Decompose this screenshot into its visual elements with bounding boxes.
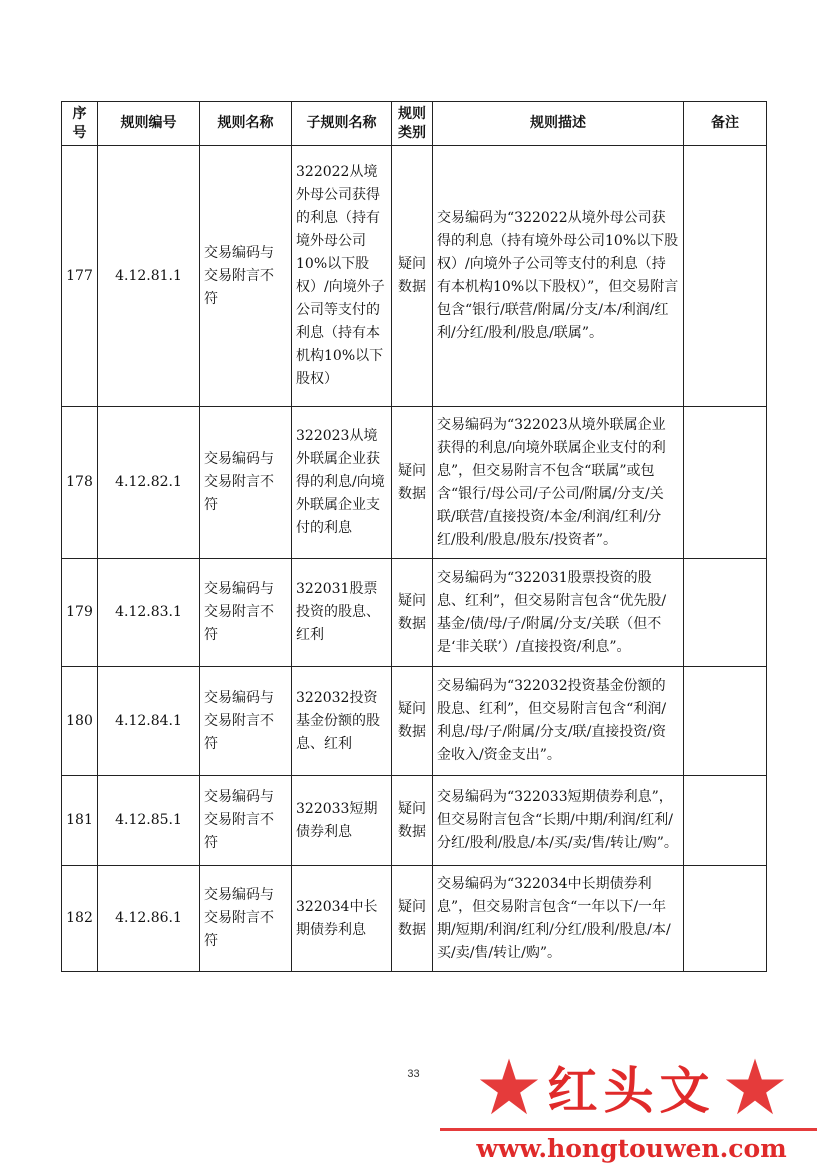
cell-remarks [684,866,767,972]
table-row [62,776,767,866]
table-row [62,407,767,559]
cell-sub-rule-name: 322033短期债券利息 [292,776,392,866]
cell-serial: 178 [62,407,98,559]
cell-remarks [684,667,767,776]
cell-serial: 180 [62,667,98,776]
cell-rule-code: 4.12.81.1 [98,146,200,407]
cell-sub-rule-name: 322031股票投资的股息、红利 [292,559,392,667]
cell-rule-code: 4.12.86.1 [98,866,200,972]
cell-remarks [684,776,767,866]
cell-rule-type: 疑问数据 [392,667,433,776]
table-row [62,146,767,407]
header-remarks: 备注 [684,102,767,146]
cell-rule-desc: 交易编码为“322033短期债券利息”，但交易附言包含“长期/中期/利润/红利/分红/股利/股息/本/买/卖/售/转让/购”。 [433,776,684,866]
header-serial: 序号 [62,102,98,146]
cell-rule-code: 4.12.83.1 [98,559,200,667]
watermark-divider [440,1128,817,1131]
cell-rule-type: 疑问数据 [392,146,433,407]
cell-rule-desc: 交易编码为“322034中长期债券利息”，但交易附言包含“一年以下/一年期/短期/利润/红利/分红/股利/股息/本/买/卖/售/转让/购”。 [433,866,684,972]
cell-sub-rule-name: 322032投资基金份额的股息、红利 [292,667,392,776]
watermark-url: www.hongtouwen.com [476,1134,787,1163]
cell-serial: 182 [62,866,98,972]
cell-rule-desc: 交易编码为“322022从境外母公司获得的利息（持有境外母公司10%以下股权）/向境外子公司等支付的利息（持有本机构10%以下股权）”，但交易附言包含“银行/联营/附属/分支/本/利润/红利/分红/股利/股息/联属”。 [433,146,684,407]
cell-rule-desc: 交易编码为“322023从境外联属企业获得的利息/向境外联属企业支付的利息”，但交易附言不包含“联属”或包含“银行/母公司/子公司/附属/分支/关联/联营/直接投资/本金/利润/红利/分红/股利/股息/股东/投资者”。 [433,407,684,559]
table-row [62,667,767,776]
cell-rule-type: 疑问数据 [392,776,433,866]
watermark-text: 红头文 [547,1061,716,1120]
cell-rule-code: 4.12.85.1 [98,776,200,866]
cell-remarks [684,146,767,407]
cell-rule-type: 疑问数据 [392,407,433,559]
star-icon [478,1056,540,1118]
cell-rule-code: 4.12.82.1 [98,407,200,559]
header-sub-rule-name: 子规则名称 [292,102,392,146]
cell-rule-type: 疑问数据 [392,866,433,972]
cell-sub-rule-name: 322022从境外母公司获得的利息（持有境外母公司10%以下股权）/向境外子公司等支付的利息（持有本机构10%以下股权） [292,146,392,407]
cell-rule-name: 交易编码与交易附言不符 [200,776,292,866]
rules-table [61,101,767,972]
cell-rule-name: 交易编码与交易附言不符 [200,866,292,972]
cell-sub-rule-name: 322034中长期债券利息 [292,866,392,972]
star-icon [724,1056,786,1118]
cell-serial: 179 [62,559,98,667]
cell-rule-name: 交易编码与交易附言不符 [200,667,292,776]
cell-rule-code: 4.12.84.1 [98,667,200,776]
cell-rule-name: 交易编码与交易附言不符 [200,146,292,407]
header-rule-name: 规则名称 [200,102,292,146]
cell-rule-desc: 交易编码为“322031股票投资的股息、红利”，但交易附言包含“优先股/基金/债/母/子/附属/分支/关联（但不是‘非关联’）/直接投资/利息”。 [433,559,684,667]
cell-sub-rule-name: 322023从境外联属企业获得的利息/向境外联属企业支付的利息 [292,407,392,559]
cell-serial: 181 [62,776,98,866]
cell-rule-name: 交易编码与交易附言不符 [200,559,292,667]
header-rule-code: 规则编号 [98,102,200,146]
table-row [62,559,767,667]
watermark [436,1048,827,1170]
page-number: 33 [407,1068,420,1080]
watermark-title [436,1048,827,1126]
cell-serial: 177 [62,146,98,407]
cell-rule-type: 疑问数据 [392,559,433,667]
header-rule-desc: 规则描述 [433,102,684,146]
table-row [62,866,767,972]
cell-remarks [684,559,767,667]
cell-rule-name: 交易编码与交易附言不符 [200,407,292,559]
cell-rule-desc: 交易编码为“322032投资基金份额的股息、红利”，但交易附言包含“利润/利息/母/子/附属/分支/联/直接投资/资金收入/资金支出”。 [433,667,684,776]
table-header-row [62,102,767,146]
cell-remarks [684,407,767,559]
header-rule-type: 规则类别 [392,102,433,146]
